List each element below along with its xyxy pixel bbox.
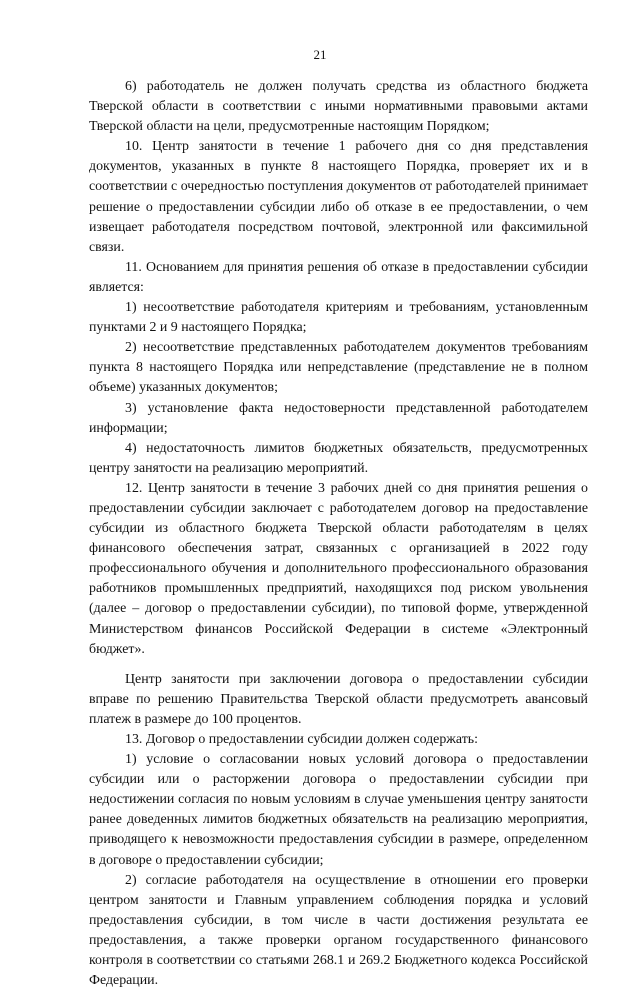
paragraph-12-subsidy-contract: 12. Центр занятости в течение 3 рабочих дней со дня принятия решения о предоставлении субсидии заключает с работодателем договор на предоставление субсидии из областного бюджета Тверской области работодателям в целях финансового обеспечения затрат, связанных с организацией в 2022 году профессионального обучения и дополнительного профессионального образования работников промышленных предприятий, находящихся под риском увольнения (далее – договор о предоставлении субсидии), по типовой форме, утвержденной Министерством финансов Российской Федерации в системе «Электронный бюджет». xyxy=(89,480,588,657)
paragraph-13-item-1: 1) условие о согласовании новых условий договора о предоставлении субсидии или о расторжении договора о предоставлении субсидии при недостижении согласия по новым условиям в случае уменьшения центру занятости ранее доведенных лимитов бюджетных обязательств на реализацию мероприятия, приводящего к невозможности предоставления субсидии в размере, определенном в договоре о предоставлении субсидии; xyxy=(89,752,588,868)
paragraph-11-item-3: 3) установление факта недостоверности представленной работодателем информации; xyxy=(89,400,588,436)
paragraph-11-item-2: 2) несоответствие представленных работодателем документов требованиям пункта 8 настоящего Порядка или непредставление (представление не в полном объеме) указанных документов; xyxy=(89,340,588,396)
paragraph-11-item-4: 4) недостаточность лимитов бюджетных обязательств, предусмотренных центру занятости на реализацию мероприятий. xyxy=(89,440,588,476)
page-number: 21 xyxy=(313,47,327,62)
paragraph-6-not-receiving-funds: 6) работодатель не должен получать средства из областного бюджета Тверской области в соответствии с иными нормативными правовыми актами Тверской области на цели, предусмотренные настоящим Порядком; xyxy=(89,79,588,135)
paragraph-11-refusal-grounds: 11. Основанием для принятия решения об отказе в предоставлении субсидии является: xyxy=(89,259,588,295)
paragraph-13-item-2: 2) согласие работодателя на осуществление в отношении его проверки центром занятости и Главным управлением соблюдения порядка и условий предоставления субсидии, в том числе в части достижения результата ее предоставления, а также проверки органом государственного финансового контроля в соответствии со статьями 268.1 и 269.2 Бюджетного кодекса Российской Федерации. xyxy=(89,872,588,989)
paragraph-13-contract-contents: 13. Договор о предоставлении субсидии должен содержать: xyxy=(125,732,478,747)
paragraph-advance-payment: Центр занятости при заключении договора о предоставлении субсидии вправе по решению Правительства Тверской области предусмотреть авансовый платеж в размере до 100 процентов. xyxy=(89,671,588,727)
paragraph-10-employment-center-review: 10. Центр занятости в течение 1 рабочего дня со дня представления документов, указанных в пункте 8 настоящего Порядка, проверяет их и в соответствии с очередностью поступления документов от работодателей принимает решение о предоставлении субсидии либо об отказе в ее предоставлении, о чем извещает работодателя посредством почтовой, электронной или факсимильной связи. xyxy=(89,139,588,255)
paragraph-11-item-1: 1) несоответствие работодателя критериям и требованиям, установленным пунктами 2 и 9 настоящего Порядка; xyxy=(89,300,588,336)
document-body xyxy=(89,77,588,991)
